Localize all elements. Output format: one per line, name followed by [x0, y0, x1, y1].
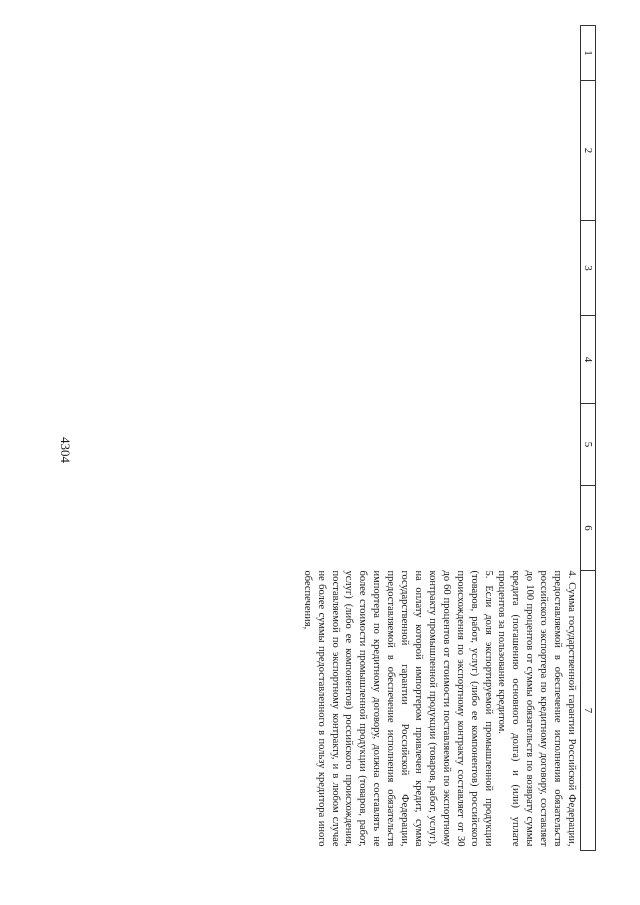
column-header-1: 1 [581, 26, 596, 81]
cell-col-4 [300, 316, 581, 404]
page-number: 4304 [58, 437, 73, 463]
cell-col-2 [300, 81, 581, 221]
column-header-3: 3 [581, 221, 596, 316]
cell-col-7 [300, 571, 581, 851]
paragraph-item-4: 4. Сумма государственной гарантии Российской Федерации, предоставляемой в обеспечение исполнения обязательств российского экспортера по кредитному договору, составляет до 100 процентов от суммы обязательств по возврату суммы кредита (погашению основного долга) и (или) уплате процентов за пользование кредитом. [496, 570, 577, 847]
paragraph-item-5: 5. Если доля экспортируемой промышленной продукции (товаров, работ, услуг) (либо ее компонентов) российского происхождения по экспортному контракту составляет от 30 до 60 процентов от стоимости поставляемой по экспортному контракту промышленной продукции (товаров, работ, услуг), на оплату которой импортером привлечен кредит, сумма государственной гарантии Российской Федерации, предоставляемой в обеспечение исполнения обязательств импортера по кредитному договору, должна составлять не более стоимости промышленной продукции (товаров, работ, услуг) (либо ее компонентов) российского происхождения, поставляемой по экспортному контракту, и в любом случае не более суммы предоставленного в пользу кредитора иного обеспечения, [301, 570, 494, 847]
cell-col-1 [300, 26, 581, 81]
table-row [300, 26, 581, 851]
cell-col-6 [300, 486, 581, 571]
cell-col-5 [300, 404, 581, 486]
column-header-7: 7 [581, 571, 596, 851]
column-header-6: 6 [581, 486, 596, 571]
column-header-2: 2 [581, 81, 596, 221]
rotated-table-container [66, 25, 596, 850]
document-table [300, 25, 596, 851]
column-header-4: 4 [581, 316, 596, 404]
column-header-5: 5 [581, 404, 596, 486]
table-header-row [581, 26, 596, 851]
cell-col-3 [300, 221, 581, 316]
